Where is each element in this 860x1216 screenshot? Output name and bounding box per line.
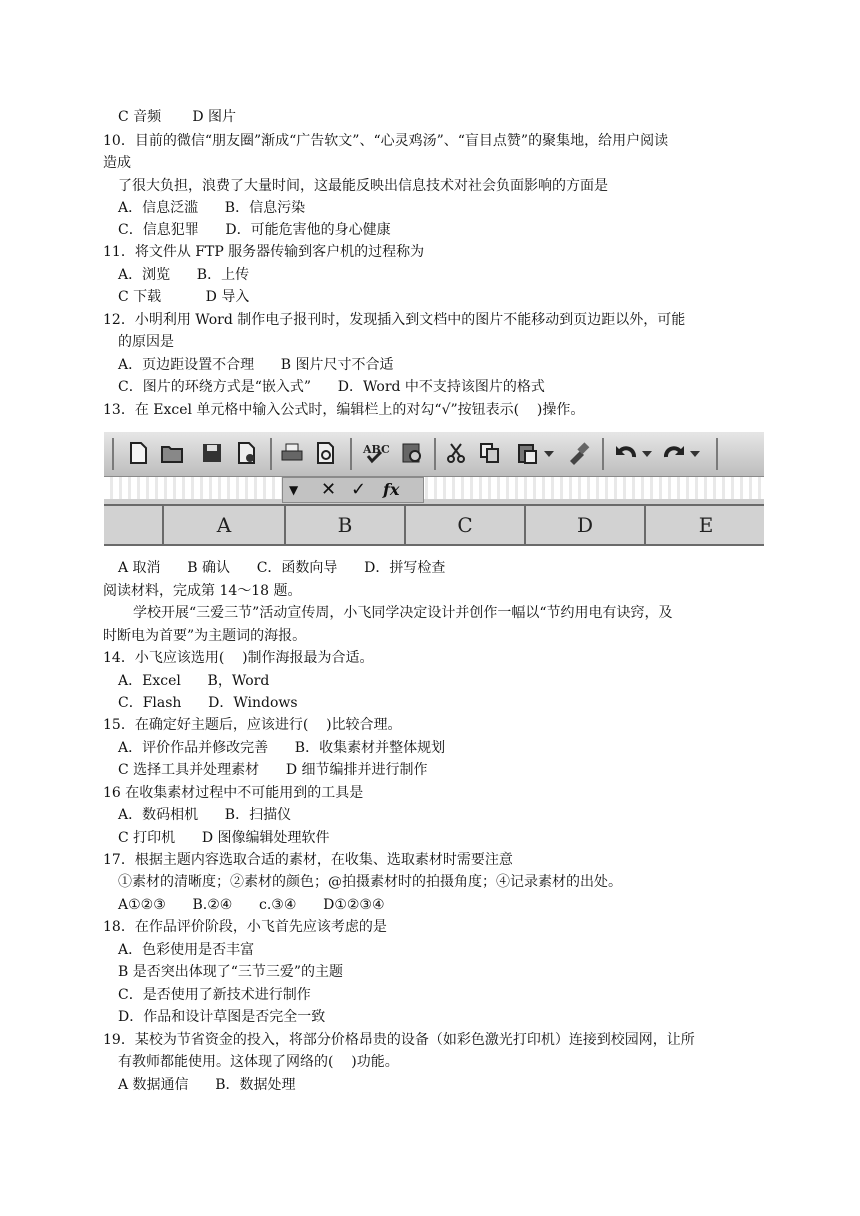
option-line: C．信息犯罪 D．可能危害他的身心健康 xyxy=(118,222,391,238)
format-painter-icon xyxy=(566,441,590,465)
option-line: D．作品和设计草图是否完全一致 xyxy=(118,1009,326,1025)
option-line: A①②③ B.②④ c.③④ D①②③④ xyxy=(118,897,385,913)
chevron-down-icon xyxy=(542,441,556,465)
question-18: 18．在作品评价阶段，小飞首先应该考虑的是 xyxy=(103,919,387,935)
option-line: C．Flash D．Windows xyxy=(118,695,298,711)
option-line: C 下载 D 导入 xyxy=(118,289,250,305)
toolbar-separator xyxy=(434,438,436,470)
name-box-dropdown-icon[interactable]: ▼ xyxy=(289,483,299,497)
option-line: C．图片的环绕方式是“嵌入式” D．Word 中不支持该图片的格式 xyxy=(118,379,545,395)
svg-text:ABC: ABC xyxy=(363,443,390,456)
question-17: 17．根据主题内容选取合适的素材，在收集、选取素材时需要注意 xyxy=(103,852,513,868)
question-16: 16 在收集素材过程中不可能用到的工具是 xyxy=(103,785,364,801)
column-header-d[interactable]: D xyxy=(524,506,644,544)
question-11: 11．将文件从 FTP 服务器传输到客户机的过程称为 xyxy=(103,244,425,260)
enter-button[interactable]: ✓ xyxy=(351,479,367,500)
column-header-row xyxy=(104,504,764,546)
option-line: C 打印机 D 图像编辑处理软件 xyxy=(118,830,330,846)
print-preview-icon xyxy=(314,441,338,465)
excel-toolbar-image xyxy=(104,432,764,544)
toolbar-separator xyxy=(602,438,604,470)
text-line: 造成 xyxy=(103,155,131,171)
question-13: 13．在 Excel 单元格中输入公式时，编辑栏上的对勾“√”按钮表示( )操作。 xyxy=(103,402,585,418)
text-line: 的原因是 xyxy=(118,334,174,350)
toolbar-background xyxy=(104,477,764,499)
save-icon xyxy=(200,441,224,465)
option-line: A．浏览 B．上传 xyxy=(118,267,250,283)
question-10: 10．目前的微信“朋友圈”渐成“广告软文”、“心灵鸡汤”、“盲目点赞”的聚集地，给用户阅读 xyxy=(103,133,669,149)
toolbar-separator xyxy=(270,438,272,470)
standard-toolbar xyxy=(104,432,764,477)
insert-function-button[interactable]: fx xyxy=(383,480,400,499)
column-header-a[interactable]: A xyxy=(162,506,284,544)
chevron-down-icon xyxy=(688,441,702,465)
question-19: 19．某校为节省资金的投入，将部分价格昂贵的设备（如彩色激光打印机）连接到校园网，让所 xyxy=(103,1032,695,1048)
option-line: A．信息泛滥 B．信息污染 xyxy=(118,200,306,216)
reading-instruction: 阅读材料，完成第 14～18 题。 xyxy=(103,583,302,599)
text-line: C 音频 D 图片 xyxy=(118,109,236,125)
new-document-icon xyxy=(126,441,150,465)
text-line: 有教师都能使用。这体现了网络的( )功能。 xyxy=(118,1054,399,1070)
option-line: A．Excel B，Word xyxy=(118,673,270,689)
open-folder-icon xyxy=(160,441,184,465)
option-line: A 取消 B 确认 C．函数向导 D．拼写检查 xyxy=(118,560,446,576)
option-line: A．页边距设置不合理 B 图片尺寸不合适 xyxy=(118,357,394,373)
copy-icon xyxy=(478,441,502,465)
toolbar-grip xyxy=(112,438,114,470)
option-line: B 是否突出体现了“三节三爱”的主题 xyxy=(118,964,344,980)
option-line: C．是否使用了新技术进行制作 xyxy=(118,987,311,1003)
option-line: C 选择工具并处理素材 D 细节编排并进行制作 xyxy=(118,762,428,778)
spelling-icon xyxy=(362,441,390,465)
option-line: A．数码相机 B．扫描仪 xyxy=(118,807,292,823)
reading-material: 学校开展“三爱三节”活动宣传周，小飞同学决定设计并创作一幅以“节约用电有诀窍，及 xyxy=(133,605,673,621)
column-header-b[interactable]: B xyxy=(284,506,404,544)
option-line: A 数据通信 B．数据处理 xyxy=(118,1077,296,1093)
text-line: ①素材的清晰度；②素材的颜色；@拍摄素材时的拍摄角度；④记录素材的出处。 xyxy=(118,874,622,890)
reading-material: 时断电为首要”为主题词的海报。 xyxy=(103,628,307,644)
permission-icon xyxy=(234,441,258,465)
question-15: 15．在确定好主题后，应该进行( )比较合理。 xyxy=(103,717,402,733)
option-line: A．评价作品并修改完善 B．收集素材并整体规划 xyxy=(118,740,446,756)
text-line: 了很大负担，浪费了大量时间，这最能反映出信息技术对社会负面影响的方面是 xyxy=(118,178,608,194)
cancel-button[interactable]: ✕ xyxy=(321,479,337,500)
cut-icon xyxy=(444,441,468,465)
formula-bar-buttons xyxy=(282,477,424,503)
question-14: 14．小飞应该选用( )制作海报最为合适。 xyxy=(103,650,374,666)
research-icon xyxy=(400,441,424,465)
toolbar-separator xyxy=(716,438,718,470)
column-header-e[interactable]: E xyxy=(644,506,766,544)
question-12: 12．小明利用 Word 制作电子报刊时，发现插入到文档中的图片不能移动到页边距以外，可能 xyxy=(103,312,686,328)
column-header-c[interactable]: C xyxy=(404,506,524,544)
print-icon xyxy=(280,441,304,465)
paste-icon xyxy=(516,441,540,465)
undo-icon xyxy=(614,441,638,465)
option-line: A．色彩使用是否丰富 xyxy=(118,942,255,958)
toolbar-separator xyxy=(350,438,352,470)
select-all-corner[interactable] xyxy=(104,506,162,544)
chevron-down-icon xyxy=(640,441,654,465)
redo-icon xyxy=(662,441,686,465)
